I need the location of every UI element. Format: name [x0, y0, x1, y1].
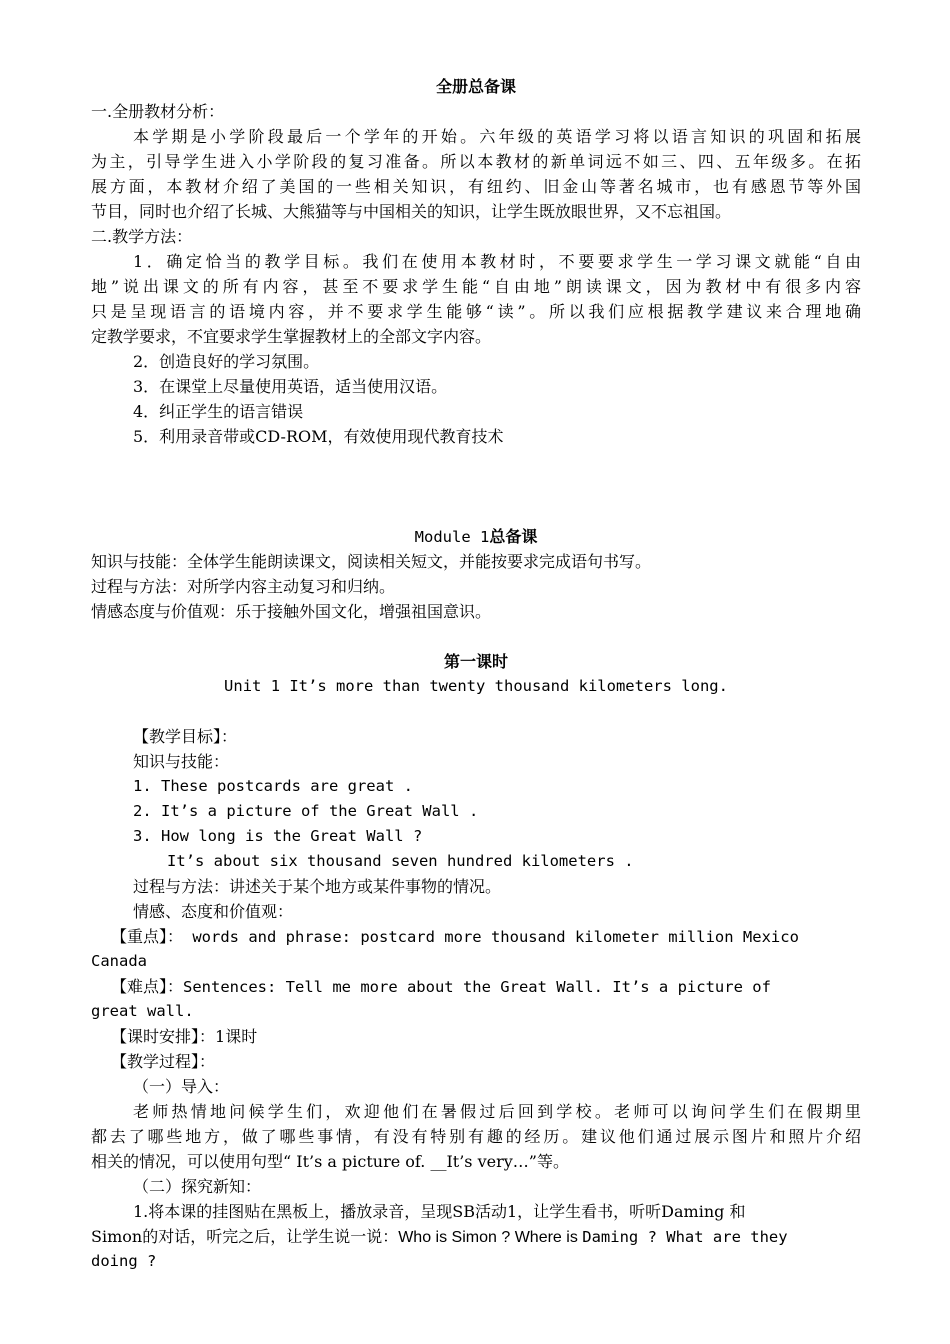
key-points: [111, 924, 861, 949]
paragraph-line: 地”说出课文的所有内容，甚至不要求学生能“自由地”朗读课文，因为教材中有很多内容: [91, 277, 861, 296]
paragraph-line: 相关的情况，可以使用句型“ It’s a picture of. __It’s very…”等。: [91, 1152, 569, 1171]
list-item: 2．创造良好的学习氛围。: [133, 352, 320, 371]
module-title: [91, 524, 861, 549]
difficult-points: [111, 974, 861, 999]
sentence-item: 2. It’s a picture of the Great Wall .: [133, 802, 479, 820]
paragraph-line: 只是呈现语言的语境内容，并不要求学生能够“读”。所以我们应根据教学建议来合理地确: [91, 302, 861, 321]
paragraph-line: 为主，引导学生进入小学阶段的复习准备。所以本教材的新单词远不如三、四、五年级多。在拓: [91, 152, 861, 171]
goal-line: 情感态度与价值观：乐于接触外国文化，增强祖国意识。: [91, 602, 492, 621]
paragraph-segment: Who is Simon ? Where is: [398, 1229, 583, 1246]
difficult-continued: great wall.: [91, 1002, 194, 1020]
paragraph-line: 都去了哪些地方，做了哪些事情，有没有特别有趣的经历。建议他们通过展示图片和照片介绍: [91, 1127, 861, 1146]
difficult-label: 【难点】：: [111, 977, 184, 996]
knowledge-label: 知识与技能：: [133, 752, 230, 771]
emotion-line: 情感、态度和价值观：: [133, 902, 294, 921]
sentence-item: 1. These postcards are great .: [133, 777, 413, 795]
unit-title: Unit 1 It’s more than twenty thousand kilometers long.: [224, 677, 728, 695]
step-heading: （二）探究新知：: [133, 1177, 262, 1196]
step-heading: （一）导入：: [133, 1077, 230, 1096]
difficult-text: Sentences: Tell me more about the Great Wall. It’s a picture of: [183, 978, 771, 996]
schedule-label: 【课时安排】：: [111, 1027, 216, 1046]
paragraph-line: 定教学要求，不宜要求学生掌握教材上的全部文字内容。: [91, 327, 492, 346]
paragraph-line: 老师热情地问候学生们，欢迎他们在暑假过后回到学校。老师可以询问学生们在假期里: [133, 1102, 861, 1121]
objectives-heading: 【教学目标】：: [133, 727, 238, 746]
schedule-value: 1课时: [215, 1027, 258, 1046]
goal-line: 过程与方法：对所学内容主动复习和归纳。: [91, 577, 396, 596]
sentence-item: 3. How long is the Great Wall ?: [133, 827, 423, 845]
key-points-continued: Canada: [91, 952, 147, 970]
paragraph-line: 节目，同时也介绍了长城、大熊猫等与中国相关的知识，让学生既放眼世界，又不忘祖国。: [91, 202, 732, 221]
goal-line: 知识与技能：全体学生能朗读课文，阅读相关短文，并能按要求完成语句书写。: [91, 552, 652, 571]
process-line: 过程与方法：讲述关于某个地方或某件事物的情况。: [133, 877, 502, 896]
document-title: 全册总备课: [435, 77, 516, 96]
paragraph-line: 展方面，本教材介绍了美国的一些相关知识，有纽约、旧金山等著名城市，也有感恩节等外国: [91, 177, 861, 196]
paragraph-line: [91, 1224, 861, 1249]
paragraph-line: 1.将本课的挂图贴在黑板上，播放录音，呈现SB活动1，让学生看书，听听Daming 和: [133, 1202, 746, 1221]
paragraph-segment: Simon的对话，听完之后，让学生说一说：: [91, 1227, 399, 1246]
paragraph-line: doing ?: [91, 1252, 157, 1270]
list-item: 3．在课堂上尽量使用英语，适当使用汉语。: [133, 377, 448, 396]
list-item: 5．利用录音带或CD-ROM，有效使用现代教育技术: [133, 427, 504, 446]
list-item: 1．确定恰当的教学目标。我们在使用本教材时，不要要求学生一学习课文就能“自由: [133, 252, 861, 271]
key-points-label: 【重点】：: [111, 927, 184, 946]
key-points-text: words and phrase: postcard more thousand kilometer million Mexico: [183, 928, 799, 946]
schedule: [111, 1024, 861, 1049]
section-heading: 一.全册教材分析：: [91, 102, 225, 121]
sentence-item: It’s about six thousand seven hundred kilometers .: [167, 852, 634, 870]
module-title-suffix: 总备课: [489, 527, 538, 546]
lesson-title: 第一课时: [443, 652, 508, 671]
paragraph-line: 本学期是小学阶段最后一个学年的开始。六年级的英语学习将以语言知识的巩固和拓展: [133, 127, 861, 146]
section-heading: 二.教学方法：: [91, 227, 193, 246]
paragraph-segment: Daming ? What are they: [582, 1228, 788, 1246]
process-heading: 【教学过程】：: [111, 1052, 216, 1071]
list-item: 4．纠正学生的语言错误: [133, 402, 304, 421]
module-title-prefix: Module 1: [414, 528, 490, 546]
